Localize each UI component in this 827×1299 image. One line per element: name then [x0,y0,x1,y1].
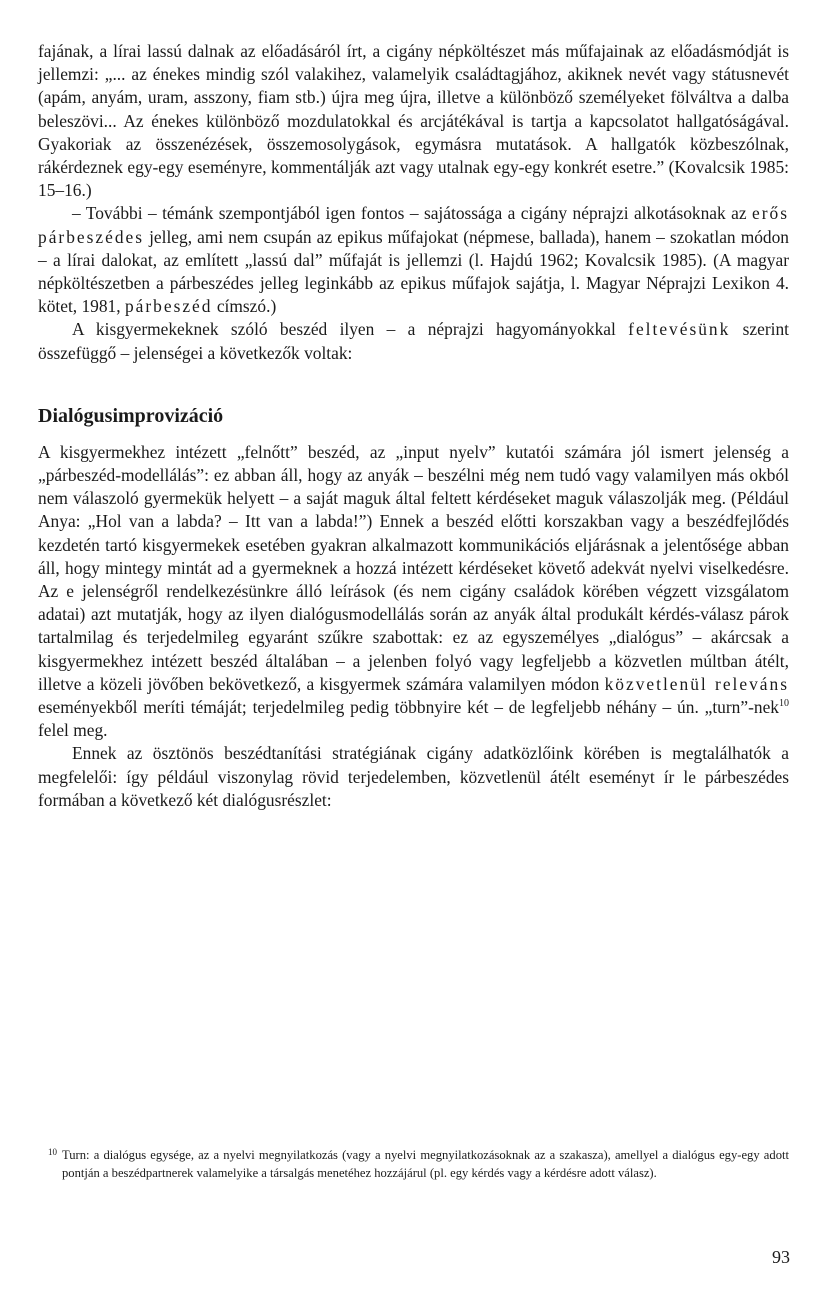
footnote-10 [48,1147,789,1182]
paragraph-dialogue-character [38,202,789,318]
paragraph-quote-continuation: fajának, a lírai lassú dalnak az előadásáról írt, a cigány népköltészet más műfajainak az előadásmódját is jellemzi: „... az énekes mindig szól valakihez, valamelyik családtagjához, akiknek nevét vagy státusnevét (apám, anyám, uram, asszony, fiam stb.) újra meg újra, illetve a különböző személyeket fölváltva a dalba beleszövi... Az énekes különböző mozdulatokkal és arcjátékával is tartja a kapcsolatot hallgatóságával. Gyakoriak az összenézések, összemosolygások, egymásra mutatások. A hallgatók közbeszólnak, rákérdeznek egy-egy eseményre, kommentálják azt vagy utalnak egy-egy konkrét esetre.” (Kovalcsik 1985: 15–16.) [38,41,789,201]
paragraph-text: jelleg, ami nem csupán az epikus műfajokat (népmese, ballada), hanem – szokatlan módon – a lírai dalokat, az említett „lassú dal” műfaját is jellemzi (l. Hajdú 1962; Kovalcsik 1985). (A magyar népköltészetben a párbeszédes jelleg leginkább az epikus műfajok sajátja, l. Magyar Néprajzi Lexikon 4. kötet, 1981, [38,226,789,317]
paragraph-dialogue-modelling [38,441,789,743]
footnote-term: Turn [62,1148,87,1162]
paragraph-strategy: Ennek az ösztönös beszédtanítási stratégiának cigány adatközlőink körében is megtalálhatók a megfelelői: így például viszonylag rövid terjedelemben, közvetlenül átélt eseményt ír le párbeszédes formában a következő két dialógusrészlet: [38,743,789,810]
spaced-emphasis: párbeszéd [124,296,213,317]
paragraph-text: címszó.) [212,296,277,317]
footnote-reference[interactable]: 10 [779,698,789,710]
footnote-text: : a dialógus egysége, az a nyelvi megnyilatkozás (vagy a nyelvi megnyilatkozásoknak az a szakasza), amellyel a dialógus egy-egy adott pontján a beszédpartnerek valamelyike a társalgás menetéhez hozzájárul (pl. egy kérdés vagy a kérdésre adott válasz). [62,1148,789,1180]
paragraph-text: – További – témánk szempontjából igen fontos – sajátossága a cigány néprajzi alkotásoknak az [72,203,753,224]
footnotes [48,1147,789,1182]
paragraph-intro-list [38,318,789,364]
paragraph-text: szerint összefüggő – jelenségei a következők voltak: [38,319,790,363]
paragraph-text: felel meg. [38,720,108,741]
spaced-emphasis: erős párbeszédes [38,203,789,247]
page-number: 93 [772,1247,790,1267]
paragraph-text: A kisgyermekhez intézett „felnőtt” beszéd, az „input nyelv” kutatói számára jól ismert jelenség a „párbeszéd-modellálás”: ez abban áll, hogy az anyák – beszélni még nem tudó vagy valamilyen más okból nem válaszoló gyermekük helyett – a saját maguk által feltett kérdéseket maguk válaszolják meg. (Például Anya: „Hol van a labda? – Itt van a labda!”) Ennek a beszéd előtti korszakban vagy a beszédfejlődés kezdetén tartó kisgyermekek esetében gyakran alkalmazott kommunikációs eljárásnak a jelentősége abban áll, hogy mintegy mintát ad a gyermeknek a hozzá intézett kérdéseket követő adekvát nyelvi viselkedésre. Az e jelenségről rendelkezésünkre álló leírások (és nem cigány családok körében végzett vizsgálatom adatai) azt mutatják, hogy az ilyen dialógusmodellálás során az anyák által produkált kérdés-válasz párok tartalmilag és terjedelmileg egyaránt szűkre szabottak: ez az egyszemélyes „dialógus” – akárcsak a kisgyermekhez intézett beszéd általában – a jelenben folyó vagy legfeljebb a közvetlen múltban átélt, illetve a közeli jövőben bekövetkező, a kisgyermek számára valamilyen módon [38,441,789,694]
section-heading: Dialógusimprovizáció [38,404,224,427]
paragraph-text: eseményekből meríti témáját; terjedelmileg pedig többnyire két – de legfeljebb néhány – ún. „turn”-nek [38,697,779,718]
spaced-emphasis: feltevésünk [628,319,731,340]
page-body [38,40,789,812]
paragraph-text: A kisgyermekeknek szóló beszéd ilyen – a néprajzi hagyományokkal [72,319,629,340]
footnote-mark: 10 [48,1147,57,1157]
spaced-emphasis: közvetlenül releváns [604,673,789,694]
